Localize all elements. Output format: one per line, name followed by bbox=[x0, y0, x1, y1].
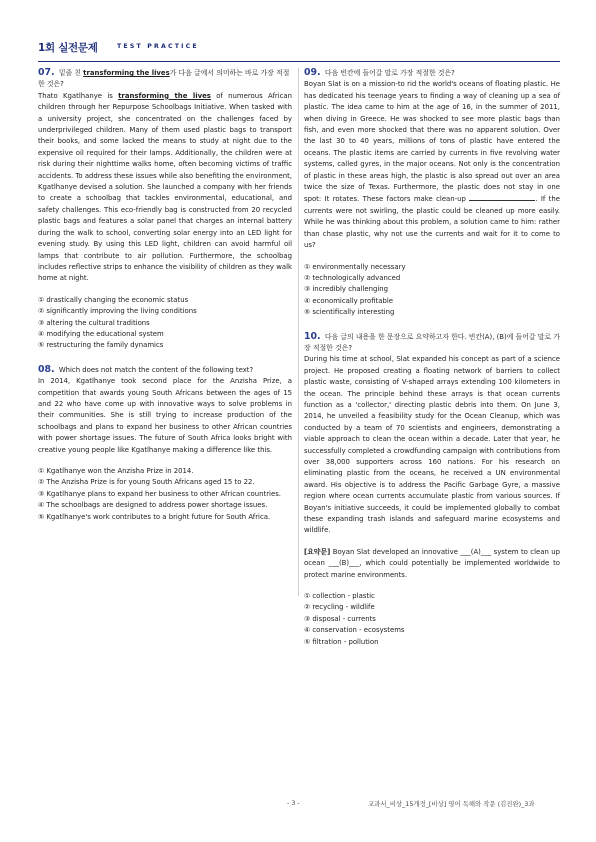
question-number: 07. bbox=[38, 67, 55, 78]
question-prompt: Which does not match the content of the following text? bbox=[58, 365, 254, 374]
choice-1[interactable]: ① collection - plastic bbox=[304, 592, 375, 601]
choice-2[interactable]: ② technologically advanced bbox=[304, 273, 401, 282]
underlined-phrase: transforming the lives bbox=[118, 91, 211, 100]
right-column bbox=[304, 67, 560, 648]
question-10-header bbox=[304, 331, 560, 355]
question-07-passage: Thato Kgatlhanye is transforming the lives of numerous African children through her Repurpose Schoolbags Initiative. When tasked with a university project, she concentrated on the challenges faced by underprivileged children. Many of them used plastic bags to transport their books, and some lacked the means to study at night due to the expensive oil required for their lamps. Additionally, the children were at risk during their nighttime walks home, often becoming victims of traffic accidents. To address these issues while also benefiting the environment, Kgatlhanye devised a solution. She launched a company with her friends to create a schoolbag that tackles environmental, educational, and safety challenges. This eco-friendly bag is constructed from 20 recycled plastic bags and features a solar panel that charges an internal battery during the walk to school, converting solar energy into an LED light for evening study. By using this LED light, children can avoid harmful oil lamps that contribute to air pollution. Furthermore, the schoolbag includes reflective strips to enhance the visibility of children as they walk home at night. bbox=[38, 91, 292, 283]
question-number: 08. bbox=[38, 363, 55, 375]
question-09-passage: Boyan Slat is on a mission-to rid the world's oceans of floating plastic. He has dedicated his teenage years to finding a way of cleaning up a sea of plastic. The idea came to him at the age of 16, in the summer of 2011, when diving in Greece. He was shocked to see more plastic bags than fish, and even more shocked that there was no apparent solution. Over the last 30 to 40 years, millions of tons of plastic have entered the oceans. The plastic items are carried by currents in five revolving water systems, called gyres, in the major oceans. Not only is the concentration of plastic in these areas high, the plastic is also spread out over an area twice the size of Texas. Furthermore, the plastic does not stay in one spot: It rotates. These factors make clean-up . If the currents were not swirling, the plastic could be cleaned up more easily. While he was thinking about this problem, a solution came to him: rather than chase plastic, why not use the currents and wait for it to come to us? bbox=[304, 80, 560, 250]
choice-1[interactable]: ① environmentally necessary bbox=[304, 262, 406, 271]
question-09-choices bbox=[304, 262, 560, 319]
choice-4[interactable]: ④ modifying the educational system bbox=[38, 329, 164, 338]
choice-3[interactable]: ③ altering the cultural traditions bbox=[38, 318, 150, 327]
choice-3[interactable]: ③ disposal - currents bbox=[304, 614, 376, 623]
question-10 bbox=[304, 331, 560, 649]
choice-5[interactable]: ⑤ scientifically interesting bbox=[304, 308, 395, 317]
choice-3[interactable]: ③ incredibly challenging bbox=[304, 285, 389, 294]
choice-1[interactable]: ① Kgatlhanye won the Anzisha Prize in 2014. bbox=[38, 467, 194, 475]
choice-4[interactable]: ④ conservation - ecosystems bbox=[304, 626, 405, 635]
choice-5[interactable]: ⑤ Kgatlhanye's work contributes to a bright future for South Africa. bbox=[38, 512, 271, 521]
answer-blank bbox=[469, 193, 535, 201]
choice-5[interactable]: ⑤ filtration - pollution bbox=[304, 637, 379, 646]
header-rule bbox=[38, 61, 560, 62]
question-07-choices bbox=[38, 295, 292, 352]
question-prompt: 밑줄 친 transforming the lives가 다음 글에서 의미하는 바로 가장 적절한 것은? bbox=[38, 69, 290, 89]
summary-sentence: [요약문] Boyan Slat developed an innovative ___(A)___ system to clean up ocean ___(B)___, which could potentially be implemented worldwide to protect marine environments. bbox=[304, 547, 560, 579]
choice-2[interactable]: ② The Anzisha Prize is for young South Africans aged 15 to 22. bbox=[38, 478, 255, 487]
choice-1[interactable]: ① drastically changing the economic status bbox=[38, 295, 189, 304]
question-number: 10. bbox=[304, 330, 321, 342]
choice-2[interactable]: ② significantly improving the living conditions bbox=[38, 307, 197, 316]
column-divider bbox=[298, 68, 299, 596]
question-prompt: 다음 글의 내용을 한 문장으로 요약하고자 한다. 빈칸(A), (B)에 들어갈 말로 가장 적절한 것은? bbox=[304, 332, 560, 352]
underlined-phrase: transforming the lives bbox=[83, 69, 170, 77]
page-subtitle: TEST PRACTICE bbox=[117, 43, 199, 50]
question-number: 09. bbox=[304, 67, 321, 78]
question-09-header bbox=[304, 67, 560, 79]
question-08-passage: In 2014, Kgatlhanye took second place for the Anzisha Prize, a competition that awards young South Africans between the ages of 15 and 22 who have come up with innovative ways to solve problems in their communities. She is still trying to increase production of the schoolbags and plans to expand her business to other African countries with power shortage issues. The future of South Africa looks bright with creative young people like Kgatlhanye making a difference like this. bbox=[38, 377, 292, 454]
question-prompt: 다음 빈칸에 들어갈 말로 가장 적절한 것은? bbox=[324, 69, 455, 77]
question-09 bbox=[304, 67, 560, 319]
page-header bbox=[38, 38, 560, 58]
choice-4[interactable]: ④ economically profitable bbox=[304, 296, 393, 305]
question-10-passage: During his time at school, Slat expanded his concept as part of a science project. He proposed creating a floating network of barriers to collect plastic waste, consisting of V-shaped arrays extending 100 kilometers in the ocean. The principle behind these arrays is that ocean currents function as a 'collector,' directing plastic debris into them. On June 3, 2014, he unveiled a feasibility study for the Ocean Cleanup, which was conducted by a team of 70 scientists and engineers, demonstrating a viable approach to clean the ocean within a decade. Later that year, he successfully completed a crowdfunding campaign with contributions from over 38,000 supporters across 160 nations. For his research on eliminating plastic from the oceans, he received a UN environmental award. His objective is to address the Pacific Garbage Gyre, a massive region where ocean currents accumulate plastic from various sources. If Boyan's initiative succeeds, it could be implemented globally to combat these expanding trash islands and safeguard marine ecosystems and wildlife. bbox=[304, 355, 560, 535]
choice-3[interactable]: ③ Kgatlhanye plans to expand her business to other African countries. bbox=[38, 489, 281, 498]
question-07-header bbox=[38, 67, 292, 91]
choice-5[interactable]: ⑤ restructuring the family dynamics bbox=[38, 341, 164, 350]
question-08 bbox=[38, 364, 292, 523]
question-08-header bbox=[38, 364, 292, 376]
question-07 bbox=[38, 67, 292, 352]
summary-label: [요약문] bbox=[304, 547, 331, 556]
left-column bbox=[38, 67, 292, 523]
source-label: 교과서_비상_15개정_[비상] 영어 독해와 작문 (김진완)_3과 bbox=[368, 800, 535, 808]
choice-2[interactable]: ② recycling - wildlife bbox=[304, 603, 375, 612]
question-08-choices bbox=[38, 466, 292, 523]
page-number: - 3 - bbox=[287, 799, 300, 807]
question-10-choices bbox=[304, 591, 560, 648]
choice-4[interactable]: ④ The schoolbags are designed to address power shortage issues. bbox=[38, 501, 268, 510]
page-title: 1회 실전문제 bbox=[38, 42, 98, 54]
